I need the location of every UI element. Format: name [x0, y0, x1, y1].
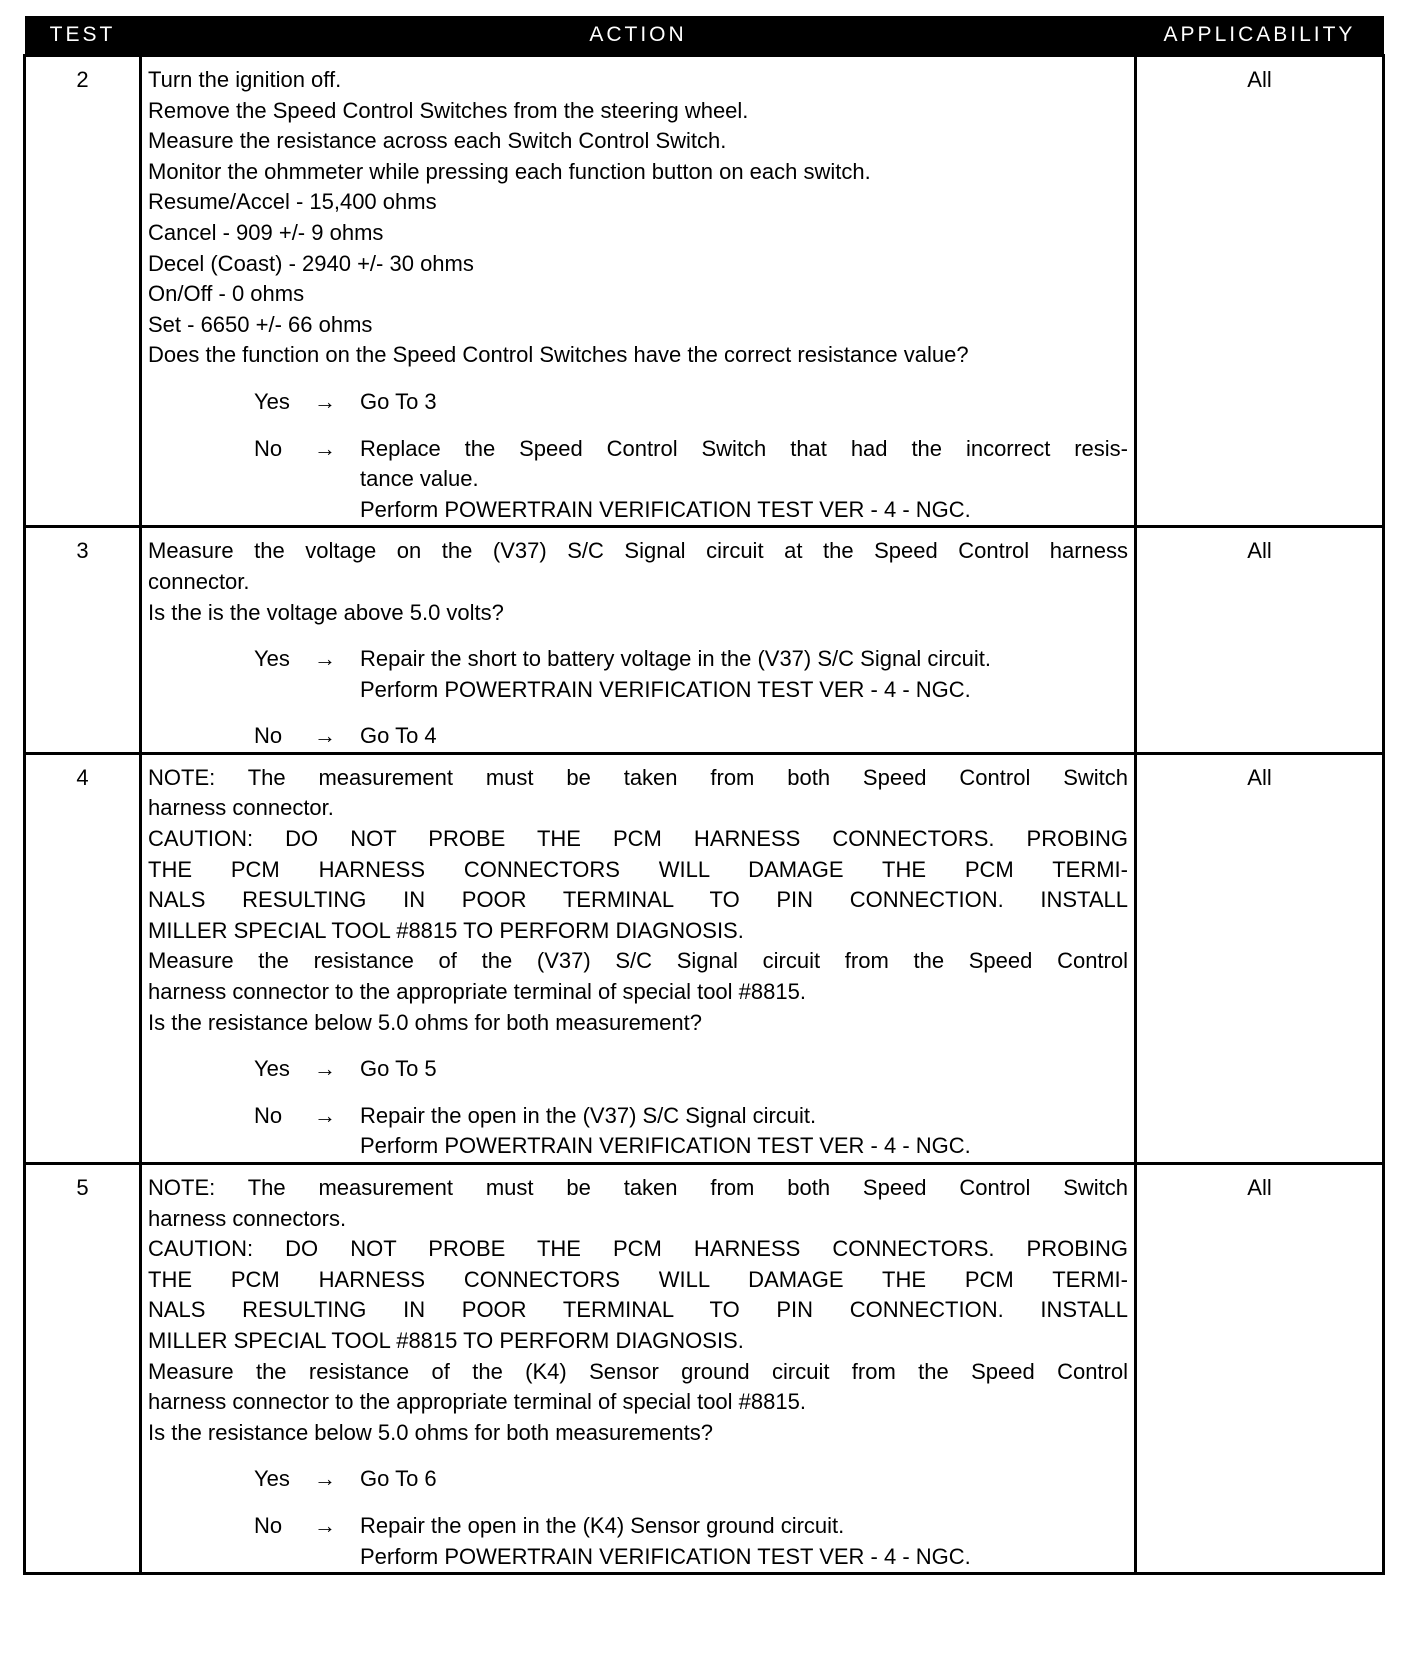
answer-option	[148, 644, 1128, 705]
action-line: Decel (Coast) - 2940 +/- 30 ohms	[148, 250, 474, 276]
action-line: On/Off - 0 ohms	[148, 281, 305, 307]
action-line: harness connectors.	[148, 1205, 347, 1231]
applicability-cell: All	[1136, 56, 1384, 527]
answer-label: Yes	[254, 388, 290, 414]
answer-result	[360, 1101, 1128, 1162]
action-cell	[141, 527, 1136, 754]
result-line: Perform POWERTRAIN VERIFICATION TEST VER - 4 - NGC.	[360, 1133, 971, 1159]
action-cell	[141, 753, 1136, 1163]
answer-result	[360, 721, 1128, 752]
answer-label: Yes	[254, 1466, 290, 1492]
test-number: 4	[25, 753, 141, 1163]
action-line: Is the resistance below 5.0 ohms for both measurements?	[148, 1419, 713, 1445]
result-line: Go To 3	[360, 388, 437, 414]
answer-result	[360, 387, 1128, 418]
applicability-cell: All	[1136, 1164, 1384, 1574]
arrow-right-icon: →	[314, 1466, 336, 1492]
result-line: Replace the Speed Control Switch that had the incorrect resis-	[360, 435, 1128, 461]
test-number: 3	[25, 527, 141, 754]
test-number: 2	[25, 56, 141, 527]
test-number: 5	[25, 1164, 141, 1574]
answer-label: No	[254, 1102, 283, 1128]
action-cell	[141, 56, 1136, 527]
arrow-right-icon: →	[314, 1512, 336, 1538]
answer-result	[360, 1054, 1128, 1085]
answer-option	[148, 721, 1128, 752]
answer-option	[148, 1511, 1128, 1572]
answer-label: Yes	[254, 1056, 290, 1082]
answer-result	[360, 644, 1128, 705]
arrow-right-icon: →	[314, 646, 336, 672]
header-action: ACTION	[141, 16, 1136, 56]
arrow-right-icon: →	[314, 435, 336, 461]
action-line: Resume/Accel - 15,400 ohms	[148, 189, 437, 215]
action-line: Turn the ignition off.	[148, 67, 342, 92]
action-line: Measure the resistance of the (K4) Sensor ground circuit from the Speed Control	[148, 1358, 1128, 1384]
answer-result	[360, 434, 1128, 526]
action-line: NALS RESULTING IN POOR TERMINAL TO PIN CONNECTION. INSTALL	[148, 1297, 1128, 1323]
answer-label: Yes	[254, 646, 290, 672]
action-line: harness connector to the appropriate terminal of special tool #8815.	[148, 979, 806, 1005]
applicability-cell: All	[1136, 527, 1384, 754]
result-line: Perform POWERTRAIN VERIFICATION TEST VER - 4 - NGC.	[360, 676, 971, 702]
result-line: Go To 4	[360, 723, 437, 749]
action-line: Does the function on the Speed Control Switches have the correct resistance value?	[148, 342, 969, 368]
action-line: NALS RESULTING IN POOR TERMINAL TO PIN CONNECTION. INSTALL	[148, 887, 1128, 913]
answer-option	[148, 387, 1128, 418]
answer-label: No	[254, 723, 283, 749]
answer-option	[148, 1464, 1128, 1495]
arrow-right-icon: →	[314, 1102, 336, 1128]
action-line: Measure the voltage on the (V37) S/C Signal circuit at the Speed Control harness	[148, 538, 1128, 564]
result-line: Repair the open in the (K4) Sensor ground circuit.	[360, 1512, 845, 1538]
result-line: tance value.	[360, 466, 479, 492]
action-line: MILLER SPECIAL TOOL #8815 TO PERFORM DIAGNOSIS.	[148, 1327, 744, 1353]
action-line: harness connector to the appropriate terminal of special tool #8815.	[148, 1389, 806, 1415]
table-row	[25, 56, 1384, 527]
table-row	[25, 527, 1384, 754]
action-line: Monitor the ohmmeter while pressing each function button on each switch.	[148, 158, 871, 184]
answer-option	[148, 1054, 1128, 1085]
answer-result	[360, 1464, 1128, 1495]
table-header-row	[25, 16, 1384, 56]
result-line: Go To 5	[360, 1056, 437, 1082]
action-line: harness connector.	[148, 795, 334, 821]
applicability-cell: All	[1136, 753, 1384, 1163]
action-line: Remove the Speed Control Switches from the steering wheel.	[148, 97, 749, 123]
action-line: Set - 6650 +/- 66 ohms	[148, 311, 373, 337]
action-line: Measure the resistance across each Switch Control Switch.	[148, 128, 727, 154]
action-cell	[141, 1164, 1136, 1574]
action-line: NOTE: The measurement must be taken from both Speed Control Switch	[148, 764, 1128, 790]
action-line: connector.	[148, 568, 250, 594]
result-line: Go To 6	[360, 1466, 437, 1492]
result-line: Repair the open in the (V37) S/C Signal circuit.	[360, 1102, 817, 1128]
action-line: Is the resistance below 5.0 ohms for both measurement?	[148, 1009, 702, 1035]
header-applicability: APPLICABILITY	[1136, 16, 1384, 56]
action-line: Measure the resistance of the (V37) S/C Signal circuit from the Speed Control	[148, 948, 1128, 974]
answer-label: No	[254, 435, 283, 461]
answer-label: No	[254, 1512, 283, 1538]
arrow-right-icon: →	[314, 723, 336, 749]
result-line: Perform POWERTRAIN VERIFICATION TEST VER - 4 - NGC.	[360, 496, 971, 522]
action-line: THE PCM HARNESS CONNECTORS WILL DAMAGE THE PCM TERMI-	[148, 1266, 1128, 1292]
arrow-right-icon: →	[314, 388, 336, 414]
action-line: THE PCM HARNESS CONNECTORS WILL DAMAGE THE PCM TERMI-	[148, 856, 1128, 882]
table-row	[25, 753, 1384, 1163]
action-line: Cancel - 909 +/- 9 ohms	[148, 219, 384, 245]
action-line: NOTE: The measurement must be taken from both Speed Control Switch	[148, 1175, 1128, 1200]
result-line: Perform POWERTRAIN VERIFICATION TEST VER - 4 - NGC.	[360, 1543, 971, 1569]
table-body	[25, 56, 1384, 1574]
header-test: TEST	[25, 16, 141, 56]
answer-option	[148, 1101, 1128, 1162]
diagnostic-table	[23, 16, 1385, 1575]
action-line: MILLER SPECIAL TOOL #8815 TO PERFORM DIAGNOSIS.	[148, 917, 744, 943]
action-line: CAUTION: DO NOT PROBE THE PCM HARNESS CONNECTORS. PROBING	[148, 1236, 1128, 1262]
action-line: Is the is the voltage above 5.0 volts?	[148, 599, 504, 625]
arrow-right-icon: →	[314, 1056, 336, 1082]
table-row	[25, 1164, 1384, 1574]
action-line: CAUTION: DO NOT PROBE THE PCM HARNESS CONNECTORS. PROBING	[148, 826, 1128, 852]
result-line: Repair the short to battery voltage in the (V37) S/C Signal circuit.	[360, 646, 991, 672]
answer-result	[360, 1511, 1128, 1572]
answer-option	[148, 434, 1128, 526]
diagnostic-table-container	[23, 16, 1385, 1575]
